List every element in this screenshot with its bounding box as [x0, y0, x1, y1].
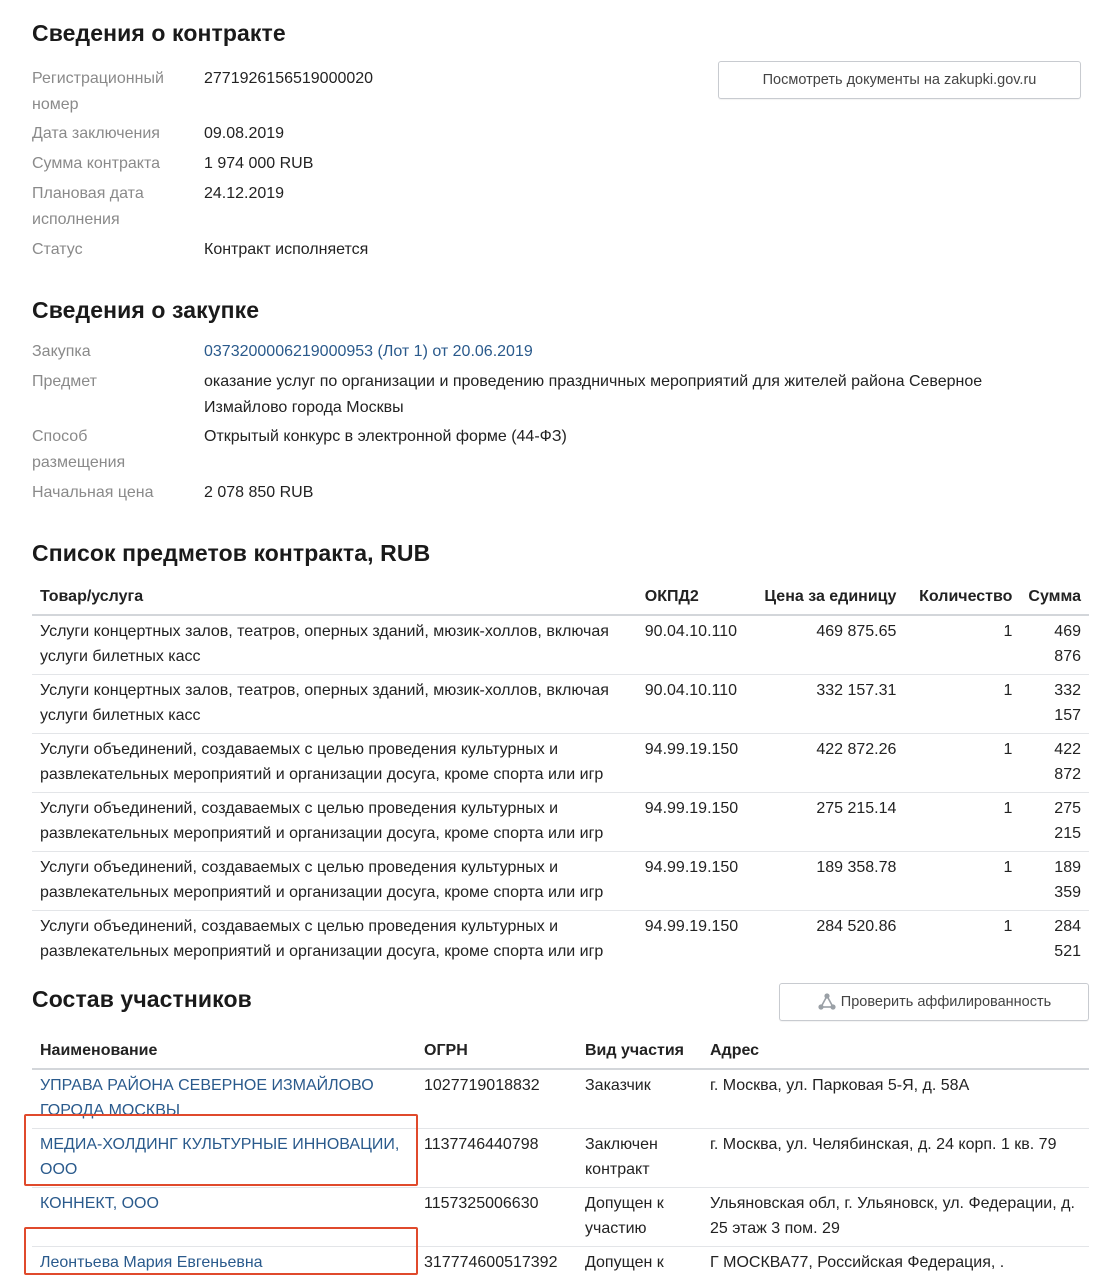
item-okpd2: 94.99.19.150: [637, 733, 749, 792]
contract-sum-value: 1 974 000 RUB: [204, 155, 314, 172]
check-affiliation-label: Проверить аффилированность: [840, 994, 1052, 1010]
table-row: [32, 615, 1089, 675]
participant-name-link[interactable]: УПРАВА РАЙОНА СЕВЕРНОЕ ИЗМАЙЛОВО ГОРОДА МОСКВЫ: [32, 1069, 416, 1129]
participants-header-row: [32, 1034, 1089, 1069]
item-quantity: 1: [904, 674, 1020, 733]
participant-address: Ульяновская обл, г. Ульяновск, ул. Федерации, д. 25 этаж 3 пом. 29: [702, 1187, 1089, 1246]
participant-name-link[interactable]: Леонтьева Мария Евгеньевна: [40, 1253, 263, 1271]
item-name: Услуги концертных залов, театров, оперных зданий, мюзик-холлов, включая услуги билетных касс: [32, 615, 637, 675]
table-row: [32, 674, 1089, 733]
conclusion-date-label: Дата заключения: [32, 125, 160, 142]
subject-label: Предмет: [32, 373, 97, 390]
initial-price-label: Начальная цена: [32, 484, 154, 501]
item-sum: 189 359: [1020, 851, 1089, 910]
item-quantity: 1: [904, 792, 1020, 851]
item-sum: 284 521: [1054, 917, 1081, 960]
network-nodes-icon: [817, 992, 837, 1012]
item-unit-price: 469 875.65: [749, 615, 905, 675]
purchase-link[interactable]: 0373200006219000953 (Лот 1) от 20.06.2019: [204, 343, 533, 360]
participant-role: Заказчик: [577, 1069, 702, 1129]
method-value: Открытый конкурс в электронной форме (44-ФЗ): [204, 428, 567, 445]
col-ogrn: ОГРН: [416, 1034, 577, 1069]
col-name: Наименование: [32, 1034, 416, 1069]
item-okpd2: 94.99.19.150: [637, 851, 749, 910]
col-goods: Товар/услуга: [32, 580, 637, 615]
participant-role: Допущен к: [585, 1253, 664, 1271]
view-docs-button[interactable]: [718, 61, 1081, 99]
table-row: [32, 910, 1089, 969]
item-name: Услуги объединений, создаваемых с целью проведения культурных и развлекательных мероприятий и организации досуга, кроме спорта или игр: [32, 851, 637, 910]
reg-number-value: 2771926156519000020: [204, 70, 374, 87]
items-table: [32, 580, 1089, 969]
table-row: [32, 792, 1089, 851]
table-row: [32, 733, 1089, 792]
item-unit-price: 189 358.78: [749, 851, 905, 910]
col-participation: Вид участия: [577, 1034, 702, 1069]
col-okpd2: ОКПД2: [637, 580, 749, 615]
method-label: Способ размещения: [32, 428, 126, 471]
item-okpd2: 90.04.10.110: [637, 674, 749, 733]
participant-ogrn: 1157325006630: [416, 1187, 577, 1246]
item-unit-price: 284 520.86: [816, 917, 897, 935]
item-sum: 422 872: [1020, 733, 1089, 792]
item-sum: 332 157: [1020, 674, 1089, 733]
participant-name-link[interactable]: МЕДИА-ХОЛДИНГ КУЛЬТУРНЫЕ ИННОВАЦИИ, ООО: [32, 1128, 416, 1187]
planned-date-value: 24.12.2019: [204, 185, 285, 202]
purchase-title: Сведения о закупке: [32, 297, 260, 323]
initial-price-value: 2 078 850 RUB: [204, 484, 314, 501]
contract-title: Сведения о контракте: [32, 20, 286, 46]
col-quantity: Количество: [904, 580, 1020, 615]
subject-value: оказание услуг по организации и проведению праздничных мероприятий для жителей района Северное Измайлово города Москвы: [204, 373, 983, 416]
item-quantity: 1: [904, 851, 1020, 910]
participant-ogrn: 1137746440798: [416, 1128, 577, 1187]
check-affiliation-button[interactable]: [779, 983, 1089, 1021]
participant-address: Г МОСКВА77, Российская Федерация, .: [710, 1253, 1005, 1271]
participant-role: Допущен к участию: [577, 1187, 702, 1246]
item-sum: 469 876: [1020, 615, 1089, 675]
item-name: Услуги объединений, создаваемых с целью проведения культурных и развлекательных мероприятий и организации досуга, кроме спорта или игр: [32, 733, 637, 792]
item-okpd2: 94.99.19.150: [637, 792, 749, 851]
status-value: Контракт исполняется: [204, 241, 369, 258]
item-unit-price: 332 157.31: [749, 674, 905, 733]
view-docs-label: Посмотреть документы на zakupki.gov.ru: [762, 72, 1037, 88]
highlight-box-media-holding: [24, 1114, 418, 1186]
col-sum: Сумма: [1020, 580, 1089, 615]
contract-sum-label: Сумма контракта: [32, 155, 160, 172]
status-label: Статус: [32, 241, 83, 258]
planned-date-label: Плановая дата исполнения: [32, 185, 144, 228]
participant-name-link[interactable]: КОННЕКТ, ООО: [32, 1187, 416, 1246]
participants-title: Состав участников: [32, 986, 252, 1012]
item-quantity: 1: [1003, 917, 1013, 935]
col-address: Адрес: [702, 1034, 1089, 1069]
participant-ogrn: 1027719018832: [416, 1069, 577, 1129]
item-name: Услуги концертных залов, театров, оперных зданий, мюзик-холлов, включая услуги билетных касс: [32, 674, 637, 733]
participant-role: Заключен контракт: [577, 1128, 702, 1187]
purchase-label: Закупка: [32, 343, 91, 360]
participant-address: г. Москва, ул. Челябинская, д. 24 корп. 1 кв. 79: [702, 1128, 1089, 1187]
items-title: Список предметов контракта, RUB: [32, 540, 431, 566]
item-sum: 275 215: [1020, 792, 1089, 851]
highlight-box-leontieva: [24, 1227, 418, 1275]
table-row: [32, 851, 1089, 910]
items-header-row: [32, 580, 1089, 615]
col-unit-price: Цена за единицу: [749, 580, 905, 615]
participant-ogrn: 317774600517392: [424, 1253, 558, 1271]
item-name: Услуги объединений, создаваемых с целью проведения культурных и развлекательных мероприятий и организации досуга, кроме спорта или игр: [40, 917, 604, 960]
item-name: Услуги объединений, создаваемых с целью проведения культурных и развлекательных мероприятий и организации досуга, кроме спорта или игр: [32, 792, 637, 851]
conclusion-date-value: 09.08.2019: [204, 125, 285, 142]
item-okpd2: 94.99.19.150: [644, 917, 739, 935]
item-okpd2: 90.04.10.110: [637, 615, 749, 675]
item-unit-price: 275 215.14: [749, 792, 905, 851]
item-quantity: 1: [904, 615, 1020, 675]
item-unit-price: 422 872.26: [749, 733, 905, 792]
participant-address: г. Москва, ул. Парковая 5-Я, д. 58А: [702, 1069, 1089, 1129]
item-quantity: 1: [904, 733, 1020, 792]
reg-number-label: Регистрационный номер: [32, 70, 164, 113]
